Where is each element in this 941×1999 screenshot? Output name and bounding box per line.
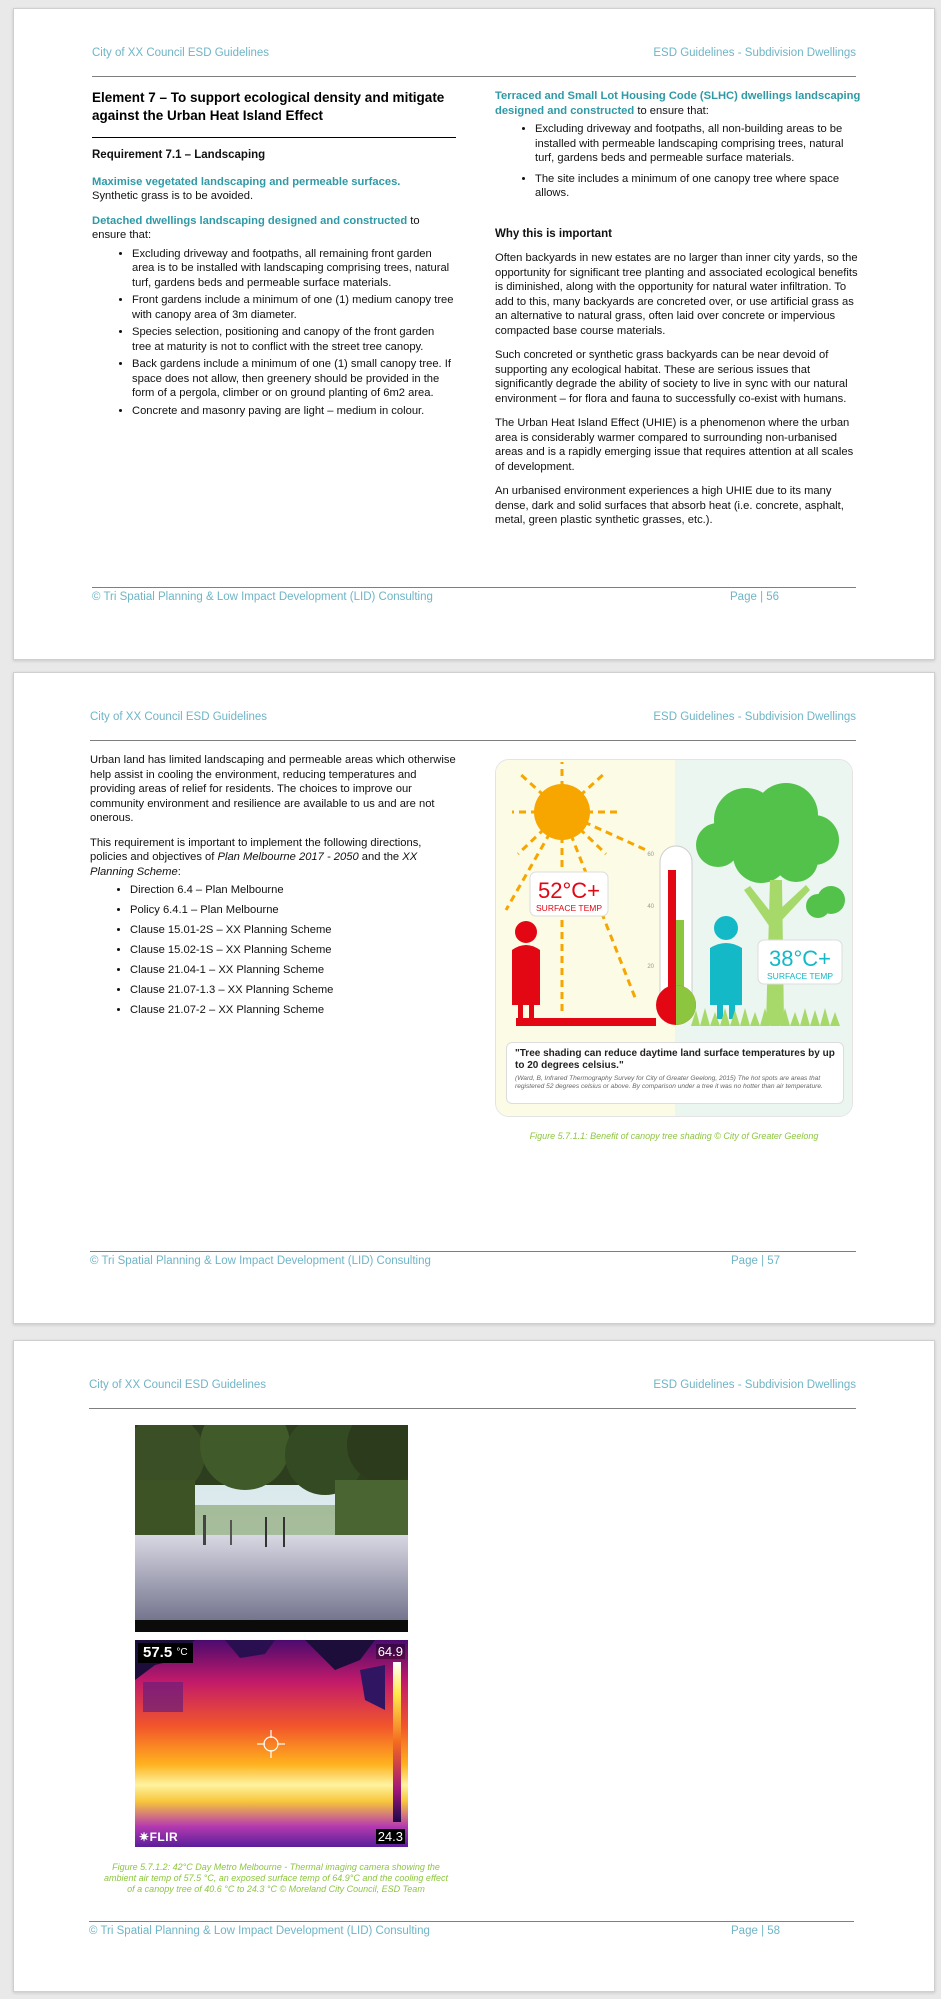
- why-heading: Why this is important: [495, 227, 612, 240]
- spot-temp-readout: 57.5 $^{^\circ C}$: [138, 1643, 193, 1663]
- list-item: • Clause 15.01-2S – XX Planning Scheme: [130, 923, 456, 938]
- min-temp-readout: 24.3: [377, 1829, 403, 1844]
- footer-page-number: Page | 56: [730, 591, 780, 603]
- quote-box: [506, 1042, 844, 1104]
- thermal-image: [135, 1640, 408, 1847]
- header-divider: [89, 1408, 856, 1409]
- list-item: • Clause 21.07-1.3 – XX Planning Scheme: [130, 983, 456, 998]
- footer-divider: [90, 1251, 856, 1252]
- header-left: City of XX Council ESD Guidelines: [90, 711, 268, 723]
- detached-paragraph: [92, 214, 456, 243]
- element-heading: Element 7 – To support ecological density and mitigate against the Urban Heat Island Effect: [92, 90, 445, 123]
- header-left: City of XX Council ESD Guidelines: [92, 47, 270, 59]
- footer-left: © Tri Spatial Planning & Low Impact Development (LID) Consulting: [90, 1255, 431, 1267]
- header-right: ESD Guidelines - Subdivision Dwellings: [653, 1379, 856, 1391]
- list-item: • Concrete and masonry paving are light – medium in colour.: [132, 404, 456, 419]
- svg-text:40: 40: [647, 904, 654, 910]
- list-item: • Back gardens include a minimum of one (1) small canopy tree. If space does not allow, then greenery should be provided in the form of a pergola, climber or on ground planting of 6m2 area.: [132, 357, 456, 401]
- list-item: • Front gardens include a minimum of one (1) medium canopy tree with canopy area of 3m diameter.: [132, 293, 456, 322]
- header-divider: [92, 76, 856, 77]
- requirement-heading: Requirement 7.1 – Landscaping: [92, 149, 266, 161]
- policy-list: [90, 883, 456, 1018]
- max-temp-readout: 64.9: [377, 1644, 403, 1659]
- list-item: • Clause 21.07-2 – XX Planning Scheme: [130, 1003, 456, 1018]
- header-divider: [90, 740, 856, 741]
- svg-text:60: 60: [647, 852, 654, 858]
- why-paragraph: The Urban Heat Island Effect (UHIE) is a phenomenon where the urban area is considerably warmer compared to surrounding non-urbanised areas and is a rapidly emerging issue that requires attention at all scales of development.: [495, 417, 854, 473]
- maximise-paragraph: [92, 175, 456, 204]
- hot-person-icon: [515, 921, 537, 943]
- quote-text: "Tree shading can reduce daytime land surface temperatures by up to 20 degrees celsius.": [515, 1048, 835, 1071]
- cool-temp-label: 38°C+: [768, 946, 832, 971]
- footer-divider: [92, 587, 856, 588]
- hot-surface-label: SURFACE TEMP: [536, 903, 602, 913]
- tree-shading-infographic: [495, 759, 853, 1117]
- detached-rest: to ensure that:: [92, 214, 420, 241]
- list-item: • Clause 15.02-1S – XX Planning Scheme: [130, 943, 456, 958]
- footer-divider: [89, 1921, 854, 1922]
- why-paragraph: An urbanised environment experiences a high UHIE due to its many dense, dark and solid surfaces that absorb heat (i.e. concrete, asphalt, metal, green plastic synthetic grasses, etc.).: [495, 485, 844, 526]
- heading-divider: [92, 137, 456, 138]
- left-column: [92, 89, 456, 428]
- document-page-58: [13, 1340, 935, 1992]
- why-paragraph: Such concreted or synthetic grass backyards can be near devoid of supporting any ecological habitat. These are serious issues that significantly degrade the ability of society to live in sync with our natural environment – for flora and fauna to successfully co-exist with humans.: [495, 349, 848, 405]
- cool-surface-label: SURFACE TEMP: [767, 971, 833, 981]
- list-item: • The site includes a minimum of one canopy tree where space allows.: [535, 172, 863, 201]
- flir-logo: ✷FLIR: [139, 1830, 179, 1844]
- sun-icon: [534, 784, 590, 840]
- quote-source: (Ward, B, Infrared Thermography Survey for City of Greater Geelong, 2015) The hot spots are areas that registered 52 degrees celsius or above. By comparison under a tree it was no hotter than air temperature.: [515, 1075, 823, 1090]
- street-photo: [135, 1425, 408, 1632]
- footer-left: © Tri Spatial Planning & Low Impact Development (LID) Consulting: [89, 1925, 430, 1937]
- list-item: • Direction 6.4 – Plan Melbourne: [130, 883, 456, 898]
- svg-text:20: 20: [647, 964, 654, 970]
- terraced-paragraph: [495, 89, 863, 118]
- intro-paragraph: Urban land has limited landscaping and permeable areas which otherwise help assist in cooling the environment, reducing temperatures and providing areas of relief for residents. The choices to improve our community environment and resilience are available to us and are not onerous.: [90, 754, 456, 824]
- list-item: • Excluding driveway and footpaths, all non-building areas to be installed with permeable landscaping comprising trees, natural turf, gardens beds and permeable surface materials.: [535, 122, 863, 166]
- terraced-rest: to ensure that:: [634, 104, 709, 117]
- header-right: ESD Guidelines - Subdivision Dwellings: [653, 47, 856, 59]
- hot-temp-label: 52°C+: [537, 878, 601, 903]
- requirement-paragraph: This requirement is important to implement the following directions, policies and objectives of Plan Melbourne 2017 - 2050 and the XX Planning Scheme:: [90, 836, 422, 878]
- header-right: ESD Guidelines - Subdivision Dwellings: [653, 711, 856, 723]
- figure-caption: Figure 5.7.1.2: 42°C Day Metro Melbourne - Thermal imaging camera showing the ambient air temp of 57.5 °C, an exposed surface temp of 64.9°C and the cooling effect of a canopy tree of 40.6 °C to 24.3 °C © Moreland City Council, ESD Team: [104, 1862, 448, 1894]
- header-left: City of XX Council ESD Guidelines: [89, 1379, 267, 1391]
- why-paragraph: Often backyards in new estates are no larger than inner city yards, so the opportunity for significant tree planting and associated ecological benefits is diminished, along with the opportunity for natural water infiltration. To add to this, many backyards are concreted over, or use artificial grass as an alternative to natural grass, often laid over concrete or impervious compacted base course materials.: [495, 252, 858, 337]
- list-item: • Species selection, positioning and canopy of the front garden tree at maturity is not to conflict with the street tree canopy.: [132, 325, 456, 354]
- left-column: [90, 753, 456, 1028]
- flir-logo-icon: ✷: [139, 1830, 150, 1844]
- terraced-lead: Terraced and Small Lot Housing Code (SLHC) dwellings landscaping designed and constructed: [495, 90, 861, 117]
- hot-ground: [516, 1018, 656, 1026]
- list-item: • Policy 6.4.1 – Plan Melbourne: [130, 903, 456, 918]
- footer-page-number: Page | 57: [731, 1255, 781, 1267]
- list-item: • Clause 21.04-1 – XX Planning Scheme: [130, 963, 456, 978]
- cool-person-icon: [714, 916, 738, 940]
- temperature-scale: [393, 1662, 401, 1822]
- list-item: • Excluding driveway and footpaths, all remaining front garden area is to be installed with landscaping comprising trees, natural turf, gardens beds and permeable surface materials.: [132, 247, 456, 291]
- right-column: [495, 89, 863, 538]
- footer-left: © Tri Spatial Planning & Low Impact Development (LID) Consulting: [92, 591, 433, 603]
- document-page-57: [13, 672, 935, 1324]
- terraced-list: [495, 122, 863, 201]
- figure-caption: Figure 5.7.1.1: Benefit of canopy tree shading © City of Greater Geelong: [529, 1131, 819, 1141]
- maximise-rest: Synthetic grass is to be avoided.: [92, 190, 254, 202]
- document-page-56: [13, 8, 935, 660]
- footer-page-number: Page | 58: [731, 1925, 781, 1937]
- detached-list: [92, 247, 456, 419]
- maximise-lead: Maximise vegetated landscaping and permeable surfaces.: [92, 175, 401, 188]
- detached-lead: Detached dwellings landscaping designed and constructed: [92, 214, 408, 227]
